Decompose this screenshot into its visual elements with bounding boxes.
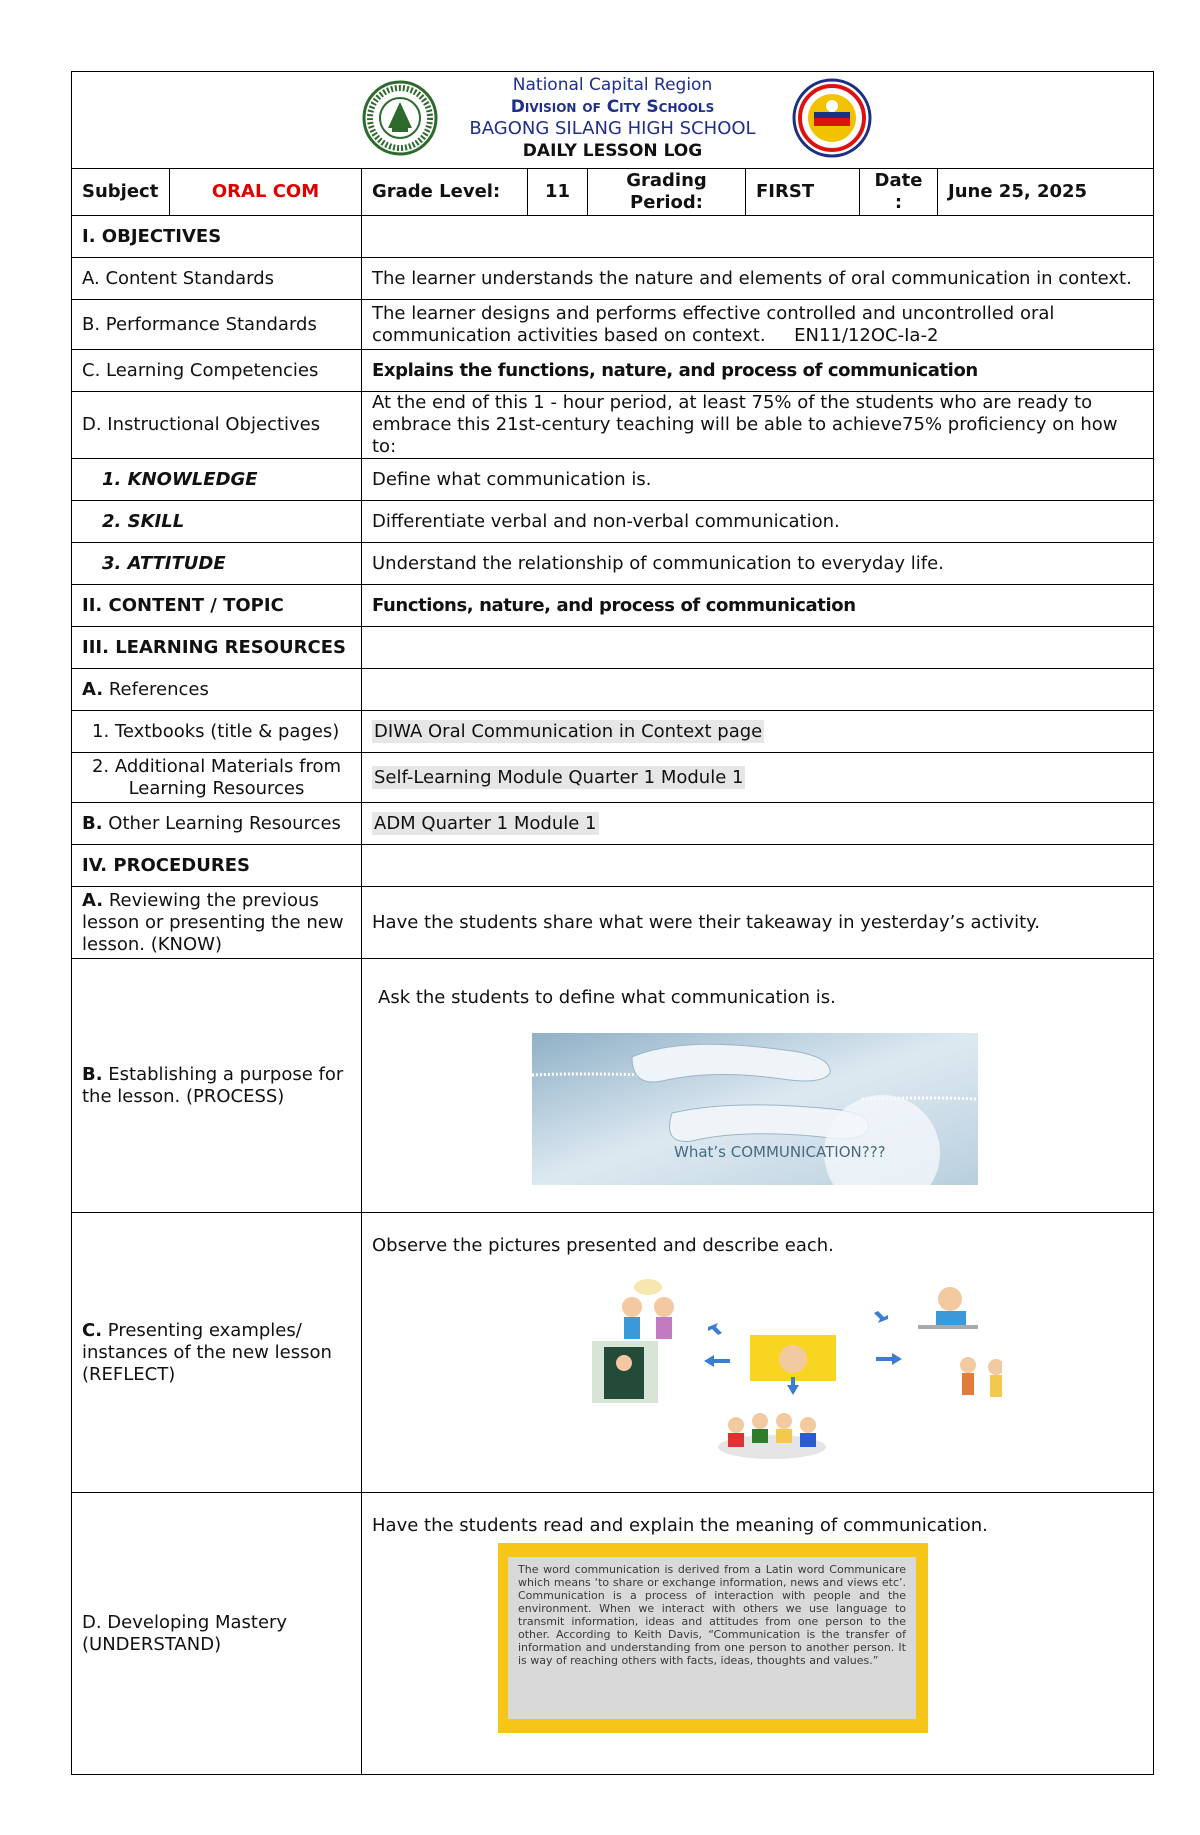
- textbooks-label: 1. Textbooks (title & pages): [72, 711, 362, 753]
- telephone-image-caption: What’s COMMUNICATION???: [674, 1143, 886, 1161]
- skill-text: Differentiate verbal and non-verbal communication.: [362, 501, 1154, 543]
- textbooks-value: DIWA Oral Communication in Context page: [374, 720, 763, 742]
- date-label: Date :: [860, 169, 938, 216]
- procedures-empty: [362, 845, 1154, 887]
- procedure-a-prefix: A.: [82, 889, 104, 911]
- definition-image-text: The word communication is derived from a Latin word Communicare which means ‘to share or exchange information, news and views etc’. Communication is a process of interaction with people and the environment. When we interact with others we use language to transmit information, ideas and attitudes from one person to the other. According to Keith Davis, “Communication is the transfer of information and understanding from one person to another person. It is way of reaching others with facts, ideas, thoughts and values.”: [508, 1557, 916, 1719]
- city-seal-icon: [792, 78, 872, 158]
- procedure-d-cell: [362, 1493, 1154, 1775]
- skill-label: 2. SKILL: [72, 501, 362, 543]
- procedure-d-label: D. Developing Mastery (UNDERSTAND): [72, 1493, 362, 1775]
- grade-level-value: 11: [528, 169, 588, 216]
- additional-materials-cell: [362, 753, 1154, 803]
- other-resources-prefix: B.: [82, 812, 103, 834]
- attitude-text: Understand the relationship of communication to everyday life.: [362, 543, 1154, 585]
- additional-materials-value: Self-Learning Module Quarter 1 Module 1: [374, 766, 744, 788]
- procedure-b-text: Ask the students to define what communication is.: [378, 987, 836, 1008]
- references-prefix: A.: [82, 678, 104, 700]
- procedure-b-label: [72, 959, 362, 1213]
- region-name: National Capital Region: [512, 75, 713, 95]
- grading-period-label: Grading Period:: [588, 169, 746, 216]
- subject-label: Subject: [72, 169, 170, 216]
- child-center-icon: [779, 1345, 807, 1373]
- content-standards-label: A. Content Standards: [72, 258, 362, 300]
- lesson-log-sheet: [71, 71, 1153, 1775]
- procedure-c-text: Observe the pictures presented and describe each.: [372, 1235, 834, 1256]
- thinking-kid-icon: [938, 1287, 962, 1311]
- telephone-image: [532, 1033, 978, 1185]
- other-resources-label: [72, 803, 362, 845]
- school-name: BAGONG SILANG HIGH SCHOOL: [469, 118, 756, 139]
- procedure-c-label-text: Presenting examples/ instances of the new lesson (REFLECT): [82, 1319, 332, 1385]
- references-label: [72, 669, 362, 711]
- attitude-label: 3. ATTITUDE: [72, 543, 362, 585]
- procedure-b-cell: [362, 959, 1154, 1213]
- division-name: Division of City Schools: [510, 97, 715, 117]
- instructional-objectives-label: D. Instructional Objectives: [72, 392, 362, 459]
- content-standards-text: The learner understands the nature and elements of oral communication in context.: [362, 258, 1154, 300]
- textbooks-cell: [362, 711, 1154, 753]
- stage-icon: [604, 1347, 644, 1399]
- other-resources-label-text: Other Learning Resources: [108, 812, 341, 834]
- procedure-c-cell: [362, 1213, 1154, 1493]
- learning-competencies-label: C. Learning Competencies: [72, 350, 362, 392]
- procedure-a-label: [72, 887, 362, 959]
- performance-standards-label: B. Performance Standards: [72, 300, 362, 350]
- grade-level-label: Grade Level:: [362, 169, 528, 216]
- procedure-a-label-text: Reviewing the previous lesson or presenting the new lesson. (KNOW): [82, 889, 344, 955]
- references-empty: [362, 669, 1154, 711]
- additional-materials-label: 2. Additional Materials from Learning Resources: [72, 753, 362, 803]
- other-resources-cell: [362, 803, 1154, 845]
- knowledge-label: 1. KNOWLEDGE: [72, 459, 362, 501]
- content-heading: II. CONTENT / TOPIC: [72, 585, 362, 627]
- objectives-heading: I. OBJECTIVES: [72, 216, 362, 258]
- header-cell: [72, 72, 1154, 169]
- definition-image: [498, 1543, 928, 1733]
- procedure-c-label: [72, 1213, 362, 1493]
- procedure-c-prefix: C.: [82, 1319, 103, 1341]
- procedure-b-label-text: Establishing a purpose for the lesson. (PROCESS): [82, 1063, 344, 1107]
- objectives-empty: [362, 216, 1154, 258]
- procedure-d-text: Have the students read and explain the meaning of communication.: [372, 1515, 988, 1536]
- other-resources-value: ADM Quarter 1 Module 1: [374, 812, 597, 834]
- references-label-text: References: [108, 678, 209, 700]
- subject-value: ORAL COM: [170, 169, 362, 216]
- procedures-heading: IV. PROCEDURES: [72, 845, 362, 887]
- content-topic-text: Functions, nature, and process of communication: [362, 585, 1154, 627]
- procedure-b-prefix: B.: [82, 1063, 103, 1085]
- learning-resources-heading: III. LEARNING RESOURCES: [72, 627, 362, 669]
- log-title: DAILY LESSON LOG: [522, 141, 703, 161]
- kids-conversation-icon: [960, 1357, 976, 1373]
- learning-competencies-text: Explains the functions, nature, and process of communication: [362, 350, 1154, 392]
- knowledge-text: Define what communication is.: [362, 459, 1154, 501]
- lesson-log-table: [71, 71, 1154, 1775]
- procedure-a-text: Have the students share what were their takeaway in yesterday’s activity.: [362, 887, 1154, 959]
- performance-standards-text: The learner designs and performs effective controlled and uncontrolled oral communication activities based on context. EN11/12OC-Ia-2: [362, 300, 1154, 350]
- grading-period-value: FIRST: [746, 169, 860, 216]
- girls-talking-icon: [622, 1297, 642, 1317]
- communication-examples-image: [592, 1277, 1002, 1467]
- date-value: June 25, 2025: [938, 169, 1154, 216]
- instructional-objectives-text: At the end of this 1 - hour period, at least 75% of the students who are ready to embrace this 21st-century teaching will be able to achieve75% proficiency on how to:: [362, 392, 1154, 459]
- learning-resources-empty: [362, 627, 1154, 669]
